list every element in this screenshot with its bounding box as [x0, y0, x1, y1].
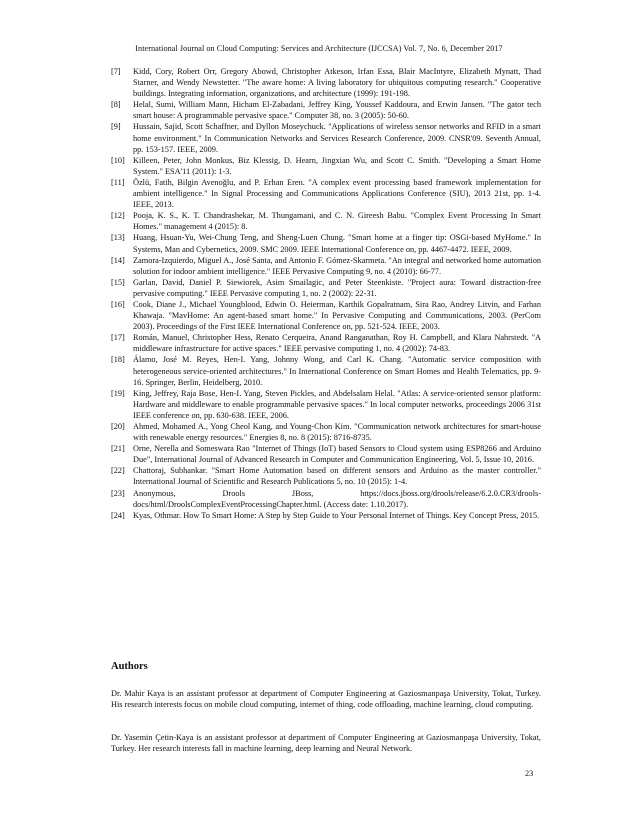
reference-number: [12] [111, 211, 125, 221]
reference-number: [7] [111, 67, 121, 76]
reference-text: Ahmed, Mohamed A., Yong Cheol Kang, and Young-Chon Kim. "Communication network architectures for smart-house with renewable energy resources." Energies 8, no. 8 (2015): 8716-8735. [133, 422, 541, 443]
reference-text: Huang, Hsuan-Yu, Wei-Chung Teng, and Sheng-Luen Chung. "Smart home at a finger tip: OSGi-based MyHome." In Systems, Man and Cybernetics, 2009. SMC 2009. IEEE International Conference on, pp. 4467-4472. IEEE, 2009. [133, 233, 541, 254]
reference-number: [15] [111, 277, 125, 287]
reference-item [111, 443, 541, 465]
reference-text: Garlan, David, Daniel P. Siewiorek, Asim Smailagic, and Peter Steenkiste. "Project aura: Toward distraction-free pervasive computing." IEEE Pervasive computing 1, no. 2 (2002): 22-31. [133, 277, 541, 298]
reference-text: Hussain, Sajid, Scott Schaffner, and Dyllon Moseychuck. "Applications of wireless sensor networks and RFID in a smart home environment." In Communication Networks and Services Research Conference, 2009. CNSR'09. Seventh Annual, pp. 153-157. IEEE, 2009. [133, 122, 541, 154]
reference-text: Orne, Nerella and Someswara Rao "Internet of Things (IoT) based Sensors to Cloud system using ESP8266 and Arduino Due", International Journal of Advanced Research in Computer and Communication Engineering, Vol. 5, Issue 10, 2016. [133, 444, 541, 465]
reference-item [111, 421, 541, 443]
reference-number: [22] [111, 466, 125, 476]
reference-item [111, 210, 541, 232]
reference-number: [23] [111, 488, 125, 498]
reference-item [111, 277, 541, 299]
reference-text: Álamo, José M. Reyes, Hen-I. Yang, Johnny Wong, and Carl K. Chang. "Automatic service composition with heterogeneous service-oriented architectures." In International Conference on Smart Homes and Health Telematics, pp. 9-16. Springer, Berlin, Heidelberg, 2010. [133, 355, 541, 387]
reference-text: Pooja, K. S., K. T. Chandrashekar, M. Thungamani, and C. N. Gireesh Babu. "Complex Event Processing In Smart Homes." management 4 (2015): 8. [133, 211, 541, 232]
reference-item [111, 66, 541, 99]
reference-item [111, 177, 541, 210]
reference-text: Özlü, Fatih, Bilgin Avenoğlu, and P. Erhan Eren. "A complex event processing based framework implementation for ambient intelligence." In Signal Processing and Communications Applications Conference (SIU), 2013 21st, pp. 1-4. IEEE, 2013. [133, 177, 541, 210]
reference-number: [8] [111, 100, 121, 110]
reference-item [111, 465, 541, 487]
reference-item [111, 299, 541, 332]
reference-number: [11] [111, 177, 125, 187]
reference-text: Zamora-Izquierdo, Miguel A., José Santa, and Antonio F. Gómez-Skarmeta. "An integral and networked home automation solution for indoor ambient intelligence." IEEE Pervasive Computing 9, no. 4 (2010): 66-77. [133, 255, 541, 276]
author-bio-2: Dr. Yasemin Çetin-Kaya is an assistant professor at department of Computer Engineering at Gaziosmanpaşa University, Tokat, Turkey. Her research interests fall in machine learning, deep learning and Neural Network. [111, 733, 541, 754]
reference-number: [21] [111, 444, 125, 454]
reference-text: Kidd, Cory, Robert Orr, Gregory Abowd, Christopher Atkeson, Irfan Essa, Blair MacIntyre, Elizabeth Mynatt, Thad Starner, and Wendy Newstetter. "The aware home: A living laboratory for ubiquitous computing research." Cooperative buildings. Integrating information, organizations, and architecture (1999): 191-198. [133, 67, 541, 99]
reference-item [111, 332, 541, 354]
reference-number: [14] [111, 255, 125, 265]
reference-item [111, 99, 541, 121]
reference-text: Chattoraj, Subhankar. "Smart Home Automation based on different sensors and Arduino as the master controller." International Journal of Scientific and Research Publications 5, no. 10 (2015): 1-4. [133, 466, 541, 487]
reference-number: [20] [111, 422, 125, 431]
reference-item [111, 255, 541, 277]
authors-heading: Authors [111, 661, 148, 672]
reference-item [111, 121, 541, 154]
reference-text: Anonymous, Drools JBoss, https://docs.jboss.org/drools/release/6.2.0.CR3/drools-docs/html/DroolsComplexEventProcessingChapter.html. (Access date: 1.10.2017). [133, 488, 541, 509]
reference-text: Killeen, Peter, John Monkus, Biz Klessig, D. Hearn, Jingxian Wu, and Scott C. Smith. "Developing a Smart Home System." ESA'11 (2011): 1-3. [133, 155, 541, 176]
page-number: 23 [525, 769, 534, 778]
reference-item [111, 232, 541, 254]
reference-text: Cook, Diane J., Michael Youngblood, Edwin O. Heierman, Karthik Gopalratnam, Sira Rao, Andrey Litvin, and Farhan Khawaja. "MavHome: An agent-based smart home." In Pervasive Computing and Communications, 2003. (PerCom 2003). Proceedings of the First IEEE International Conference on, pp. 521-524. IEEE, 2003. [133, 299, 541, 332]
reference-text: Román, Manuel, Christopher Hess, Renato Cerqueira, Anand Ranganathan, Roy H. Campbell, and Klara Nahrstedt. "A middleware infrastructure for active spaces." IEEE pervasive computing 1, no. 4 (2002): 74-83. [133, 333, 541, 354]
reference-text: Helal, Sumi, William Mann, Hicham El-Zabadani, Jeffrey King, Youssef Kaddoura, and Erwin Jansen. "The gator tech smart house: A programmable pervasive space." Computer 38, no. 3 (2005): 50-60. [133, 100, 541, 121]
reference-text: King, Jeffrey, Raja Bose, Hen-I. Yang, Steven Pickles, and Abdelsalam Helal. "Atlas: A service-oriented sensor platform: Hardware and middleware to enable programmable pervasive spaces." In local computer networks, proceedings 2006 31st IEEE conference on, pp. 630-638. IEEE, 2006. [133, 388, 541, 420]
reference-item [111, 510, 541, 521]
reference-number: [9] [111, 122, 121, 132]
reference-number: [13] [111, 233, 125, 243]
reference-number: [17] [111, 333, 125, 343]
reference-list [111, 66, 541, 521]
reference-item [111, 488, 541, 510]
author-bio-1: Dr. Mahir Kaya is an assistant professor at department of Computer Engineering at Gaziosmanpaşa University, Tokat, Turkey. His research interests focus on mobile cloud computing, internet of thing, code offloading, machine learning, cloud computing. [111, 689, 541, 710]
reference-number: [24] [111, 510, 125, 520]
reference-number: [10] [111, 155, 125, 165]
reference-item [111, 354, 541, 387]
reference-number: [16] [111, 299, 125, 309]
reference-item [111, 388, 541, 421]
journal-header: International Journal on Cloud Computing: Services and Architecture (IJCCSA) Vol. 7, No. 6, December 2017 [135, 44, 503, 53]
reference-number: [18] [111, 355, 125, 365]
reference-item [111, 155, 541, 177]
reference-text: Kyas, Othmar. How To Smart Home: A Step by Step Guide to Your Personal Internet of Things. Key Concept Press, 2015. [133, 510, 540, 520]
reference-number: [19] [111, 388, 125, 398]
